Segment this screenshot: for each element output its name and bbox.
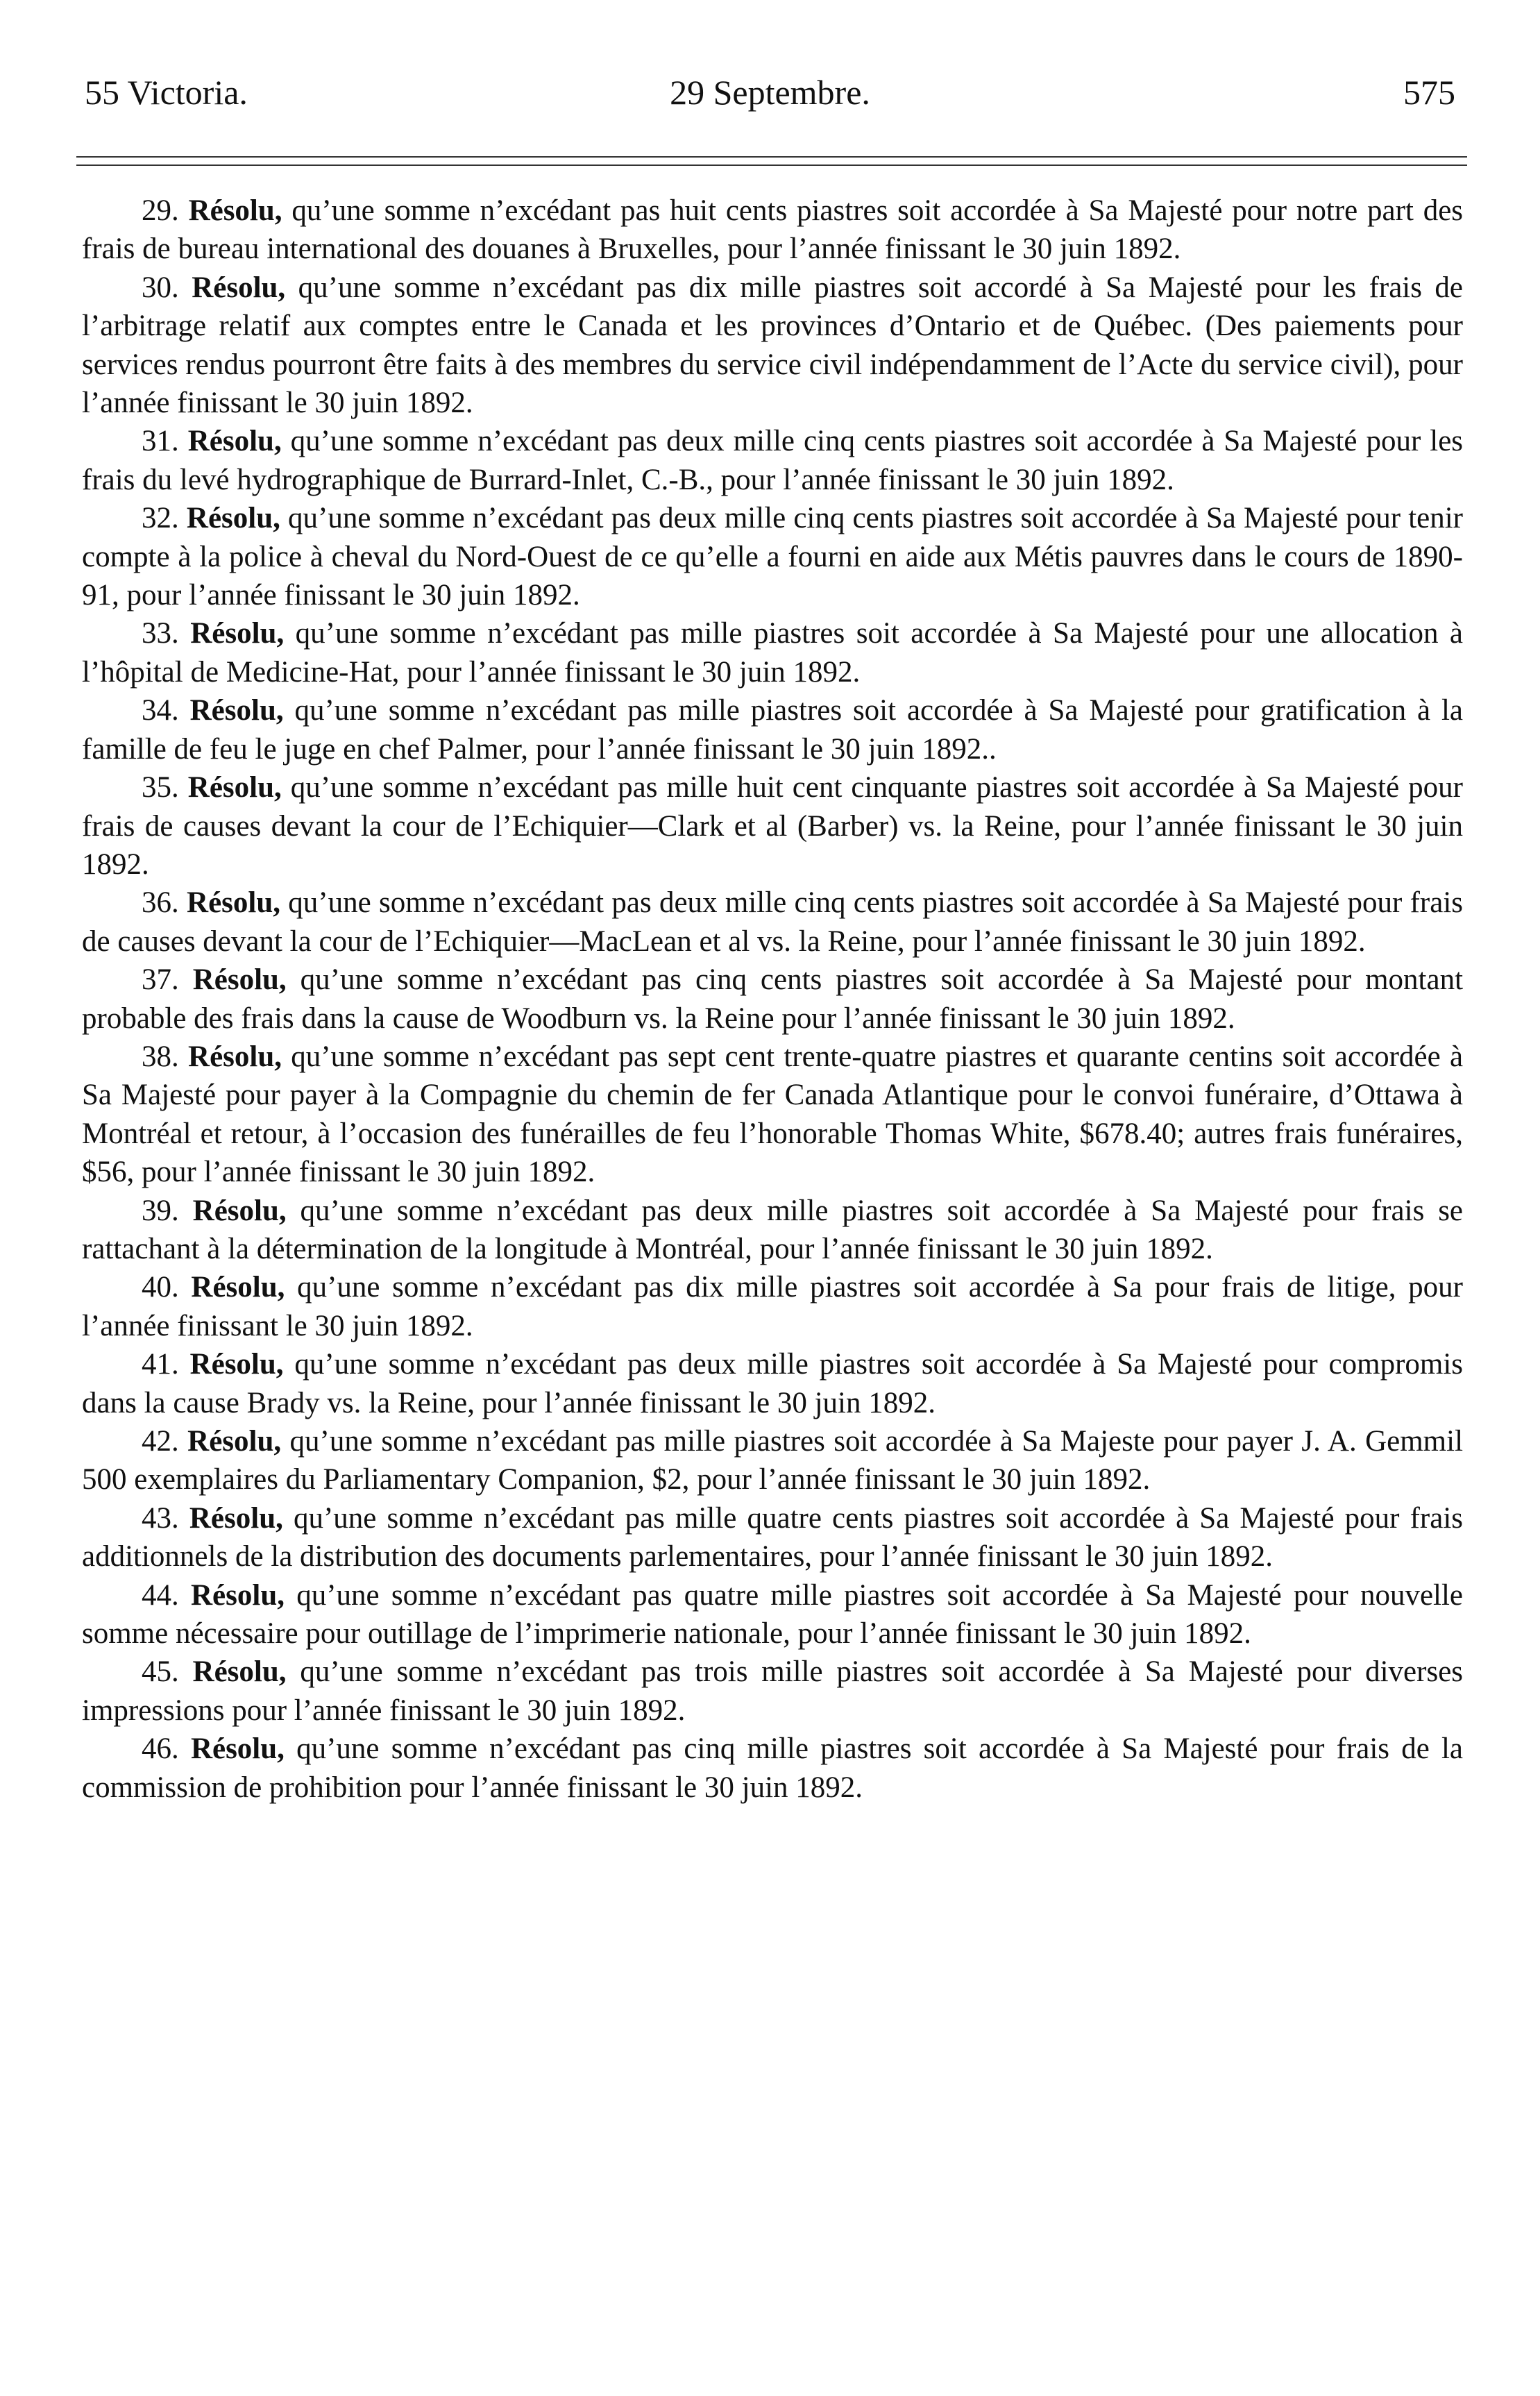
resolution-paragraph [82,1422,1463,1499]
resolution-text: qu’une somme n’excédant pas deux mille cinq cents piastres soit accordée à Sa Majesté pour tenir compte à la police à cheval du Nord-Ouest de ce qu’elle a fourni en aide aux Métis pauvres dans le cours de 1890-91, pour l’année finissant le 30 juin 1892. [82,502,1464,612]
resolution-keyword: Résolu, [192,1194,287,1227]
resolution-keyword: Résolu, [189,1501,283,1535]
resolution-number: 40. [142,1271,179,1304]
resolution-number: 46. [142,1732,179,1766]
resolution-text: qu’une somme n’excédant pas huit cents piastres soit accordée à Sa Majesté pour notre part des frais de bureau international des douanes à Bruxelles, pour l’année finissant le 30 juin 1892. [82,194,1464,266]
resolution-keyword: Résolu, [188,194,282,227]
resolution-number: 32. [142,502,179,535]
resolution-number: 37. [142,963,179,997]
resolution-keyword: Résolu, [191,1578,285,1612]
resolution-text: qu’une somme n’excédant pas dix mille piastres soit accordé à Sa Majesté pour les frais de l’arbitrage relatif aux comptes entre le Canada et les provinces d’Ontario et de Québec. (Des paiements pour services rendus pourront être faits à des membres du service civil indépendamment de l’Acte du service civil), pour l’année finissant le 30 juin 1892. [82,271,1464,420]
resolution-keyword: Résolu, [192,963,287,997]
resolution-text: qu’une somme n’excédant pas dix mille piastres soit accordée à Sa pour frais de litige, pour l’année finissant le 30 juin 1892. [82,1271,1464,1342]
resolution-keyword: Résolu, [187,425,282,458]
resolution-keyword: Résolu, [190,1732,285,1766]
page-number: 575 [1403,73,1455,112]
resolution-number: 38. [142,1040,179,1073]
resolution-paragraph [82,884,1463,961]
resolution-text: qu’une somme n’excédant pas mille quatre cents piastres soit accordée à Sa Majesté pour frais additionnels de la distribution des documents parlementaires, pour l’année finissant le 30 juin 1892. [82,1501,1464,1574]
resolution-text: qu’une somme n’excédant pas cinq cents piastres soit accordée à Sa Majesté pour montant probable des frais dans la cause de Woodburn vs. la Reine pour l’année finissant le 30 juin 1892. [82,963,1464,1035]
resolution-paragraph [82,1576,1463,1653]
header-rule [76,156,1467,166]
header-session: 55 Victoria. [85,73,248,112]
resolution-number: 33. [142,617,179,650]
resolution-text: qu’une somme n’excédant pas deux mille cinq cents piastres soit accordée à Sa Majesté pour frais de causes devant la cour de l’Echiquier—MacLean et al vs. la Reine, pour l’année finissant le 30 juin 1892. [82,886,1463,958]
resolution-text: qu’une somme n’excédant pas sept cent trente-quatre piastres et quarante centins soit accordée à Sa Majesté pour payer à la Compagnie du chemin de fer Canada Atlantique pour le convoi funéraire, d’Ottawa à Montréal et retour, à l’occasion des funérailles de feu l’honorable Thomas White, $678.40; autres frais funéraires, $56, pour l’année finissant le 30 juin 1892. [82,1040,1464,1189]
resolution-number: 45. [142,1655,179,1689]
resolution-number: 44. [142,1578,179,1612]
resolution-text: qu’une somme n’excédant pas deux mille piastres soit accordée à Sa Majesté pour compromis dans la cause Brady vs. la Reine, pour l’année finissant le 30 juin 1892. [82,1348,1464,1419]
resolution-paragraph [82,1192,1463,1269]
resolution-keyword: Résolu, [187,1425,282,1458]
resolution-keyword: Résolu, [189,1348,284,1381]
resolution-paragraph [82,192,1463,269]
resolution-number: 41. [142,1348,179,1381]
resolution-keyword: Résolu, [187,771,282,804]
resolution-paragraph [82,768,1463,884]
resolution-number: 31. [142,425,179,458]
resolution-text: qu’une somme n’excédant pas trois mille piastres soit accordée à Sa Majesté pour diverses impressions pour l’année finissant le 30 juin 1892. [82,1655,1464,1727]
resolution-keyword: Résolu, [190,617,285,650]
resolution-paragraph [82,1499,1463,1576]
resolution-keyword: Résolu, [188,1040,282,1073]
resolution-text: qu’une somme n’excédant pas mille piastres soit accordée à Sa Majesté pour gratification à la famille de feu le juge en chef Palmer, pour l’année finissant le 30 juin 1892.. [82,694,1464,766]
resolution-number: 42. [142,1425,179,1458]
resolution-paragraph [82,499,1463,614]
resolution-paragraph [82,961,1463,1038]
resolution-paragraph [82,1268,1463,1345]
resolution-text: qu’une somme n’excédant pas deux mille cinq cents piastres soit accordée à Sa Majesté pour les frais du levé hydrographique de Burrard-Inlet, C.-B., pour l’année finissant le 30 juin 1892. [82,425,1464,496]
resolution-text: qu’une somme n’excédant pas mille piastres soit accordée à Sa Majeste pour payer J. A. Gemmil 500 exemplaires du Parliamentary Companion, $2, pour l’année finissant le 30 juin 1892. [82,1425,1464,1496]
resolutions-list [82,192,1463,1807]
page-header [85,68,1455,117]
resolution-paragraph [82,1653,1463,1730]
resolution-text: qu’une somme n’excédant pas mille huit cent cinquante piastres soit accordée à Sa Majesté pour frais de causes devant la cour de l’Echiquier—Clark et al (Barber) vs. la Reine, pour l’année finissant le 30 juin 1892. [82,771,1464,881]
resolution-number: 30. [142,271,179,304]
resolution-text: qu’une somme n’excédant pas deux mille piastres soit accordée à Sa Majesté pour frais se rattachant à la détermination de la longitude à Montréal, pour l’année finissant le 30 juin 1892. [82,1194,1464,1265]
header-date: 29 Septembre. [670,73,870,112]
resolution-keyword: Résolu, [186,502,280,535]
resolution-paragraph [82,1345,1463,1422]
resolution-text: qu’une somme n’excédant pas mille piastres soit accordée à Sa Majesté pour une allocation à l’hôpital de Medicine-Hat, pour l’année finissant le 30 juin 1892. [82,617,1464,689]
resolution-text: qu’une somme n’excédant pas quatre mille piastres soit accordée à Sa Majesté pour nouvelle somme nécessaire pour outillage de l’imprimerie nationale, pour l’année finissant le 30 juin 1892. [82,1578,1464,1651]
resolution-number: 34. [142,694,179,727]
resolution-keyword: Résolu, [189,694,284,727]
resolution-number: 36. [142,886,179,920]
resolution-paragraph [82,1038,1463,1192]
resolution-number: 43. [142,1501,179,1535]
resolution-paragraph [82,269,1463,423]
resolution-keyword: Résolu, [187,886,281,920]
resolution-paragraph [82,614,1463,691]
resolution-number: 39. [142,1194,179,1227]
resolution-paragraph [82,691,1463,768]
resolution-paragraph [82,1730,1463,1807]
resolution-keyword: Résolu, [191,1271,285,1304]
resolution-paragraph [82,422,1463,499]
resolution-number: 35. [142,771,179,804]
resolution-text: qu’une somme n’excédant pas cinq mille piastres soit accordée à Sa Majesté pour frais de la commission de prohibition pour l’année finissant le 30 juin 1892. [82,1732,1464,1804]
resolution-keyword: Résolu, [192,1655,287,1689]
resolution-keyword: Résolu, [192,271,286,304]
resolution-number: 29. [142,194,179,227]
